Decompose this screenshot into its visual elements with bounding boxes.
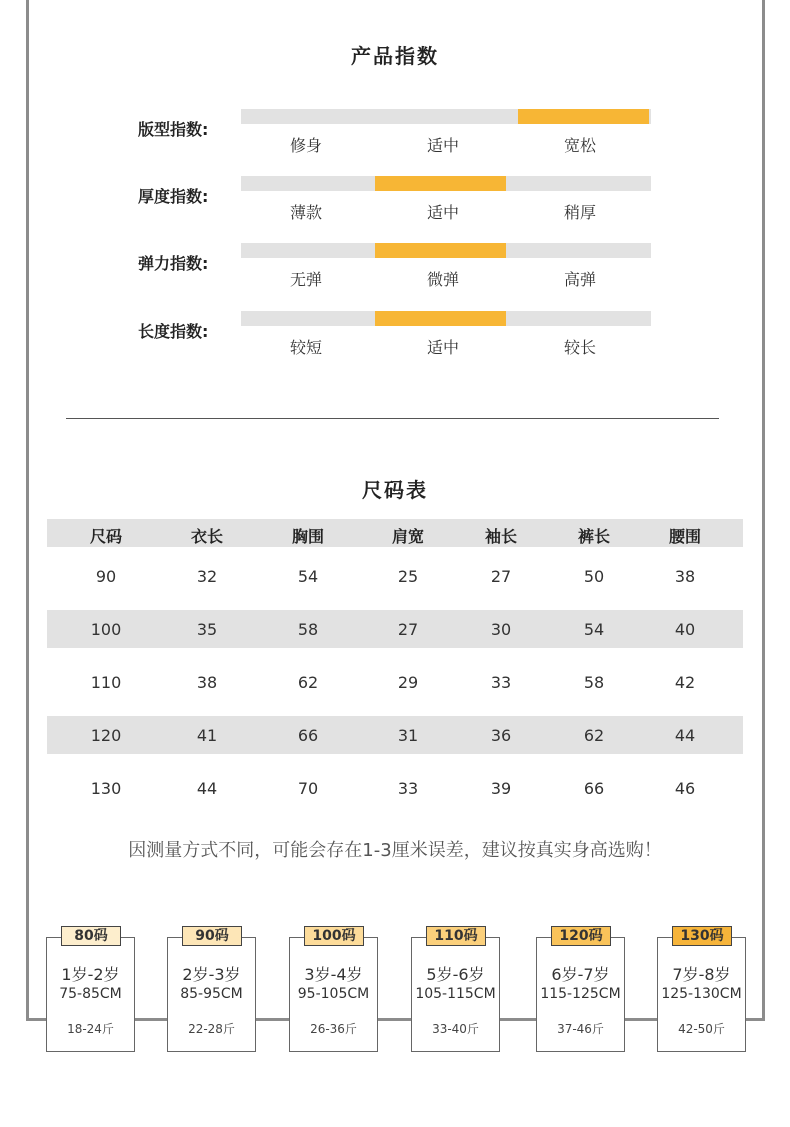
size-table-cell: 54 [583,620,605,639]
size-table-cell: 70 [297,779,319,798]
size-table-row [47,716,743,754]
index-bar-segment [241,109,372,124]
size-table-cell: 42 [674,673,696,692]
size-card-weight: 42-50斤 [678,1022,725,1036]
size-table-cell: 31 [397,726,419,745]
size-card-age: 5岁-6岁 [426,965,485,984]
index-option: 稍厚 [563,203,596,222]
index-row [0,243,790,303]
size-card-weight: 26-36斤 [310,1022,357,1036]
index-option: 较长 [563,338,596,357]
index-label: 长度指数: [138,322,209,341]
size-table-cell: 32 [196,567,218,586]
index-label: 弹力指数: [138,254,209,273]
size-card [46,928,135,1052]
index-bar-segment [518,243,649,258]
index-option: 无弹 [289,270,322,289]
size-card-age: 6岁-7岁 [551,965,610,984]
size-table-header-cell: 尺码 [89,527,122,546]
size-table-cell: 120 [90,726,122,745]
measurement-note: 因测量方式不同，可能会存在1-3厘米误差，建议按真实身高选购！ [128,840,662,861]
size-table-header-cell: 裤长 [577,527,610,546]
frame-bottom-border [26,1018,765,1021]
size-table-cell: 40 [674,620,696,639]
size-card-age: 1岁-2岁 [61,965,120,984]
size-table-cell: 41 [196,726,218,745]
index-bar-segment [518,176,649,191]
index-label: 厚度指数: [138,187,209,206]
size-table-cell: 100 [90,620,122,639]
size-table-header [47,519,743,547]
index-row [0,176,790,236]
size-table-cell: 30 [490,620,512,639]
size-table-cell: 38 [196,673,218,692]
size-table-row [47,557,743,595]
size-table-header-cell: 袖长 [484,527,517,546]
size-card [536,928,625,1052]
size-table-cell: 33 [490,673,512,692]
size-table-cell: 66 [297,726,319,745]
index-bar-selected [518,109,649,124]
index-bar-selected [375,311,506,326]
size-card-height: 95-105CM [297,986,370,1002]
size-table-cell: 36 [490,726,512,745]
size-table-cell: 27 [397,620,419,639]
size-card-height: 75-85CM [59,986,122,1002]
size-table-cell: 90 [95,567,117,586]
size-card-age: 2岁-3岁 [182,965,241,984]
section-divider [66,418,719,419]
size-card-badge: 100码 [304,926,364,946]
size-table-row [47,663,743,701]
size-card-height: 85-95CM [180,986,243,1002]
index-row [0,109,790,169]
size-table-cell: 50 [583,567,605,586]
size-card-weight: 22-28斤 [188,1022,235,1036]
index-option: 修身 [289,136,322,155]
index-option: 薄款 [289,203,322,222]
index-bar-segment [241,243,372,258]
size-card [411,928,500,1052]
size-table-cell: 27 [490,567,512,586]
size-card-age: 3岁-4岁 [304,965,363,984]
size-table-row [47,769,743,807]
index-option: 适中 [426,136,459,155]
index-bar [241,109,651,124]
index-option: 宽松 [563,136,596,155]
size-table-cell: 110 [90,673,122,692]
size-table-cell: 62 [583,726,605,745]
size-table-cell: 58 [583,673,605,692]
index-bar-segment [241,311,372,326]
size-table-cell: 35 [196,620,218,639]
size-chart-title: 尺码表 [362,478,428,502]
size-table-cell: 44 [674,726,696,745]
index-row [0,311,790,371]
index-option: 适中 [426,203,459,222]
size-card-badge: 120码 [551,926,611,946]
size-card-height: 105-115CM [415,986,496,1002]
size-card [289,928,378,1052]
size-card [167,928,256,1052]
index-bar [241,243,651,258]
size-card-weight: 33-40斤 [432,1022,479,1036]
size-card [657,928,746,1052]
size-table-cell: 46 [674,779,696,798]
size-table-cell: 39 [490,779,512,798]
size-card-height: 115-125CM [540,986,621,1002]
index-bar [241,311,651,326]
size-card-badge: 80码 [61,926,121,946]
index-bar-segment [241,176,372,191]
index-bar-selected [375,243,506,258]
product-index-title: 产品指数 [351,44,439,68]
index-option: 微弹 [426,270,459,289]
size-table-cell: 54 [297,567,319,586]
index-option: 适中 [426,338,459,357]
size-table-cell: 44 [196,779,218,798]
size-card-age: 7岁-8岁 [672,965,731,984]
index-bar-selected [375,176,506,191]
size-card-weight: 18-24斤 [67,1022,114,1036]
size-table-row [47,610,743,648]
index-bar-segment [375,109,506,124]
size-table-cell: 33 [397,779,419,798]
index-option: 高弹 [563,270,596,289]
size-card-height: 125-130CM [661,986,742,1002]
size-table-cell: 29 [397,673,419,692]
index-bar-segment [518,311,649,326]
size-card-badge: 90码 [182,926,242,946]
size-table-cell: 25 [397,567,419,586]
size-table-cell: 62 [297,673,319,692]
size-table-cell: 58 [297,620,319,639]
size-card-badge: 110码 [426,926,486,946]
size-card-badge: 130码 [672,926,732,946]
size-table-cell: 38 [674,567,696,586]
size-table-header-cell: 胸围 [291,527,324,546]
index-bar [241,176,651,191]
index-option: 较短 [289,338,322,357]
index-label: 版型指数: [138,120,209,139]
size-table-cell: 130 [90,779,122,798]
size-table-header-cell: 腰围 [668,527,701,546]
size-table-header-cell: 肩宽 [391,527,424,546]
size-table-cell: 66 [583,779,605,798]
size-card-weight: 37-46斤 [557,1022,604,1036]
size-table-header-cell: 衣长 [190,527,223,546]
